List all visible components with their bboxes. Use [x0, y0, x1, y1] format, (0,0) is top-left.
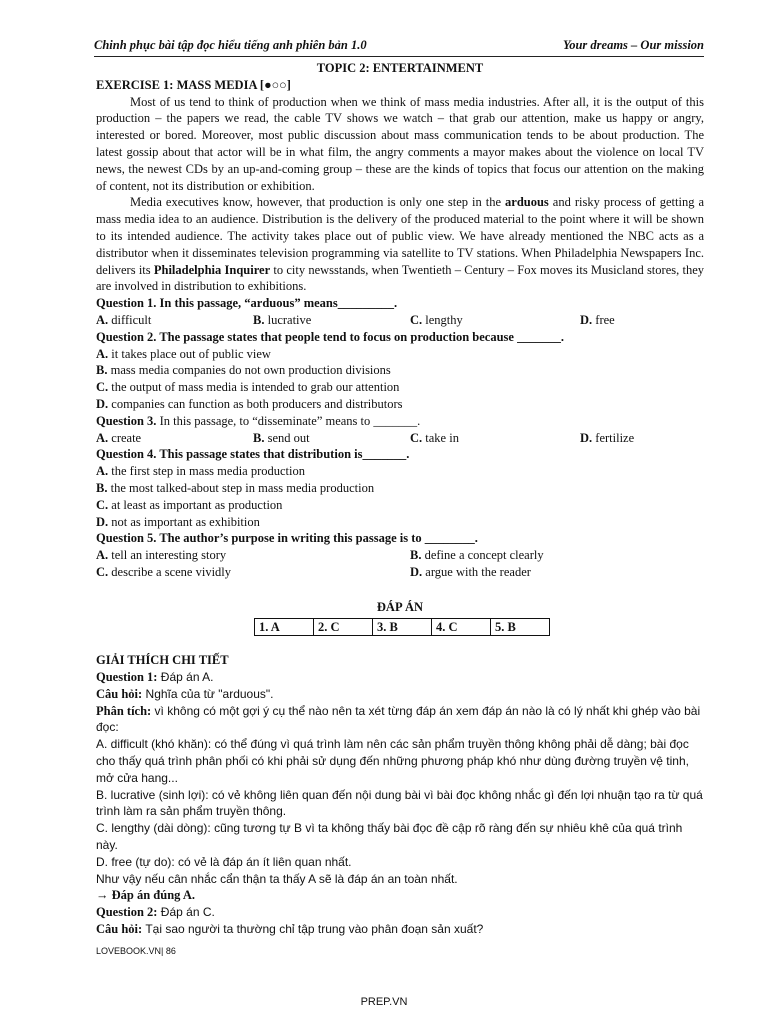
passage-paragraph-1: Most of us tend to think of production when we think of mass media industries. After all, it is the output of this production – the papers we read, the cable TV shows we watch – that grab our attention, make us happy or angry, interested or bored. Moreover, most public discussion about mass communication tends to be about production. The latest gossip about that actor will be in what film, the angry comments a mayor makes about the violence on local TV news, the newest CDs by an up-and-coming group – these are the kinds of topics that focus our attention on the making of content, not its distribution or exhibition. — [96, 94, 704, 193]
option-a: A. the first step in mass media production — [96, 464, 305, 479]
option-d: D. argue with the reader — [410, 564, 531, 579]
option-a: A. it takes place out of public view — [96, 346, 271, 361]
option-a: A. difficult — [96, 312, 152, 327]
option-b: B. define a concept clearly — [410, 548, 544, 563]
page-number-footer: LOVEBOOK.VN| 86 — [96, 946, 176, 956]
option-c: C. take in — [410, 430, 459, 445]
answer-cell: 1. A — [255, 618, 314, 636]
highlight-word: arduous — [505, 195, 549, 210]
question-1-options — [96, 312, 704, 329]
explanation-q2-question: Câu hỏi: Tại sao người ta thường chỉ tập trung vào phân đoạn sản xuất? — [96, 922, 484, 937]
option-a: A. tell an interesting story — [96, 548, 227, 563]
explanation-q1-question: Câu hỏi: Nghĩa của từ "arduous". — [96, 686, 274, 701]
paragraph-text: Media executives know, however, that production is only one step in the — [130, 195, 506, 210]
option-d: D. free — [580, 312, 615, 327]
paragraph-text: to city newsstands, when Twentieth – Century – Fox moves its Musicland stores, they are involved in distribution to exhibitions. — [96, 262, 704, 294]
passage-paragraph-2 — [96, 194, 704, 295]
explanation-title: GIẢI THÍCH CHI TIẾT — [96, 653, 229, 668]
question-2-stem: Question 2. The passage states that people tend to focus on production because _______. — [96, 329, 564, 344]
explanation-conclusion: Như vậy nếu cân nhắc cẩn thận ta thấy A sẽ là đáp án an toàn nhất. — [96, 871, 458, 886]
option-c: C. lengthy — [410, 312, 463, 327]
question-3-stem: Question 3. In this passage, to “disseminate” means to _______. — [96, 413, 421, 428]
highlight-word: Philadelphia Inquirer — [153, 262, 271, 277]
option-b: B. mass media companies do not own production divisions — [96, 363, 391, 378]
topic-title: TOPIC 2: ENTERTAINMENT — [316, 61, 484, 75]
option-c: C. the output of mass media is intended to grab our attention — [96, 380, 400, 395]
question-1-stem: Question 1. In this passage, “arduous” means_________. — [96, 296, 398, 311]
option-c: C. describe a scene vividly — [96, 564, 232, 579]
explanation-option-b: B. lucrative (sinh lợi): có vẻ không liên quan đến nội dung bài vì bài đọc không nhắc gì đến lợi nhuận tạo ra từ quá trình làm ra sản phẩm truyền thông. — [96, 787, 703, 819]
explanation-q2: Question 2: Đáp án C. — [96, 905, 215, 920]
option-d: D. not as important as exhibition — [96, 514, 260, 529]
exercise-title: EXERCISE 1: MASS MEDIA [●○○] — [96, 77, 291, 92]
question-5-options-row-2 — [96, 564, 704, 581]
explanation-option-a: A. difficult (khó khăn): có thể đúng vì quá trình làm nên các sản phẩm truyền thông không phải dễ dàng; bài đọc cho thấy quá trình phân phối có khi phải sử dụng đến những phương pháp khó như dùng đường truyền vệ tinh, mở cửa hang... — [96, 737, 689, 785]
option-d: D. fertilize — [580, 430, 635, 445]
explanation-q1: Question 1: Đáp án A. — [96, 670, 214, 685]
explanation-option-d: D. free (tự do): có vẻ là đáp án ít liên quan nhất. — [96, 854, 352, 869]
paragraph-text: and risky process of getting a mass media idea to an audience. Distribution is the delivery of the produced material to the point where it will be shown to its intended audience. The activity takes place out of public view. We have already mentioned the NBC acts as a distributor when it disseminates television programming via satellite to TV stations. When Philadelphia Newspapers Inc. delivers its — [96, 195, 704, 277]
option-b: B. the most talked-about step in mass media production — [96, 480, 375, 495]
option-b: B. send out — [253, 430, 310, 445]
explanation-option-c: C. lengthy (dài dòng): cũng tương tự B vì ta không thấy bài đọc đề cập rõ ràng đến sự nhiêu khê của quá trình này. — [96, 821, 683, 853]
question-4-stem: Question 4. This passage states that distribution is_______. — [96, 447, 410, 462]
explanation-correct-answer: → Đáp án đúng A. — [96, 888, 195, 903]
page-header — [94, 38, 704, 57]
option-b: B. lucrative — [253, 312, 312, 327]
question-5-stem: Question 5. The author’s purpose in writing this passage is to ________. — [96, 531, 478, 546]
answer-cell: 2. C — [314, 618, 373, 636]
question-3-options — [96, 430, 704, 447]
explanation-analysis: Phân tích: vì không có một gợi ý cụ thể nào nên ta xét từng đáp án xem đáp án nào là có lý nhất khi ghép vào bài đọc: — [96, 703, 701, 735]
option-c: C. at least as important as production — [96, 497, 283, 512]
answer-cell: 5. B — [491, 618, 550, 636]
answer-key-table — [254, 618, 550, 637]
header-book-title: Chinh phục bài tập đọc hiểu tiếng anh phiên bản 1.0 — [94, 38, 367, 52]
question-5-options-row-1 — [96, 547, 704, 564]
page-content — [96, 60, 704, 938]
answer-cell: 3. B — [373, 618, 432, 636]
option-a: A. create — [96, 430, 142, 445]
answer-cell: 4. C — [432, 618, 491, 636]
header-slogan: Your dreams – Our mission — [562, 38, 704, 52]
answer-key-title: ĐÁP ÁN — [376, 599, 424, 614]
source-watermark: PREP.VN — [360, 996, 408, 1008]
option-d: D. companies can function as both producers and distributors — [96, 396, 403, 411]
